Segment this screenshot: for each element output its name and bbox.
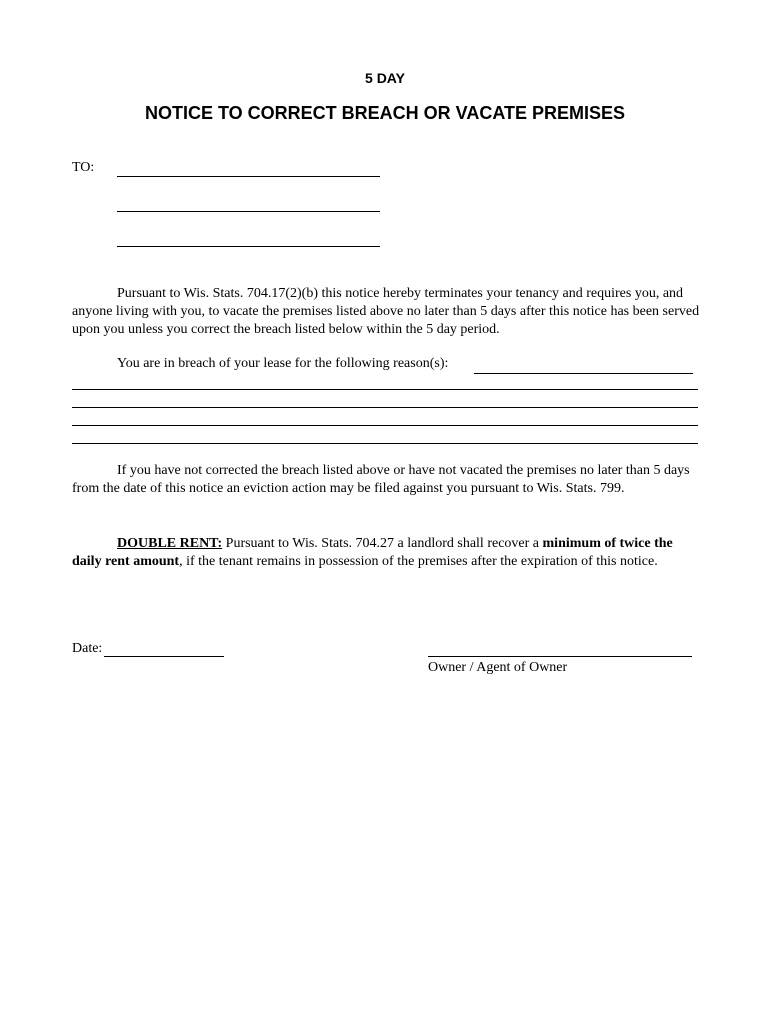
reason-prompt: You are in breach of your lease for the following reason(s): — [117, 356, 449, 371]
termination-paragraph: Pursuant to Wis. Stats. 704.17(2)(b) this notice hereby terminates your tenancy and requires you, and anyone living with you, to vacate the premises listed above no later than 5 days after this notice has been served upon you unless you correct the breach listed below within the 5 day period. — [72, 286, 700, 337]
date-field[interactable] — [104, 656, 224, 657]
reason-field-line-2[interactable] — [72, 407, 698, 408]
to-label: TO: — [72, 160, 95, 175]
double-rent-paragraph — [72, 535, 700, 571]
owner-signature-label: Owner / Agent of Owner — [428, 660, 568, 675]
reason-field-inline[interactable] — [474, 373, 693, 374]
double-rent-text-a: Pursuant to Wis. Stats. 704.27 a landlord shall recover a — [222, 536, 543, 551]
reason-field-line-4[interactable] — [72, 443, 698, 444]
eviction-warning-paragraph: If you have not corrected the breach listed above or have not vacated the premises no later than 5 days from the date of this notice an eviction action may be filed against you pursuant to Wis. Stats. 799. — [72, 463, 690, 496]
double-rent-emphasis: minimum of twice the daily rent amount — [72, 536, 673, 569]
date-label: Date: — [72, 641, 103, 656]
owner-signature-field[interactable] — [428, 656, 692, 657]
reason-field-line-3[interactable] — [72, 425, 698, 426]
addressee-line-1[interactable] — [117, 176, 380, 177]
double-rent-text-b: , if the tenant remains in possession of the premises after the expiration of this notice. — [179, 554, 658, 569]
document-kicker: 5 DAY — [365, 70, 405, 86]
double-rent-label: DOUBLE RENT: — [117, 536, 223, 551]
document-title: NOTICE TO CORRECT BREACH OR VACATE PREMISES — [144, 103, 626, 123]
addressee-line-3[interactable] — [117, 246, 380, 247]
reason-field-line-1[interactable] — [72, 389, 698, 390]
addressee-line-2[interactable] — [117, 211, 380, 212]
